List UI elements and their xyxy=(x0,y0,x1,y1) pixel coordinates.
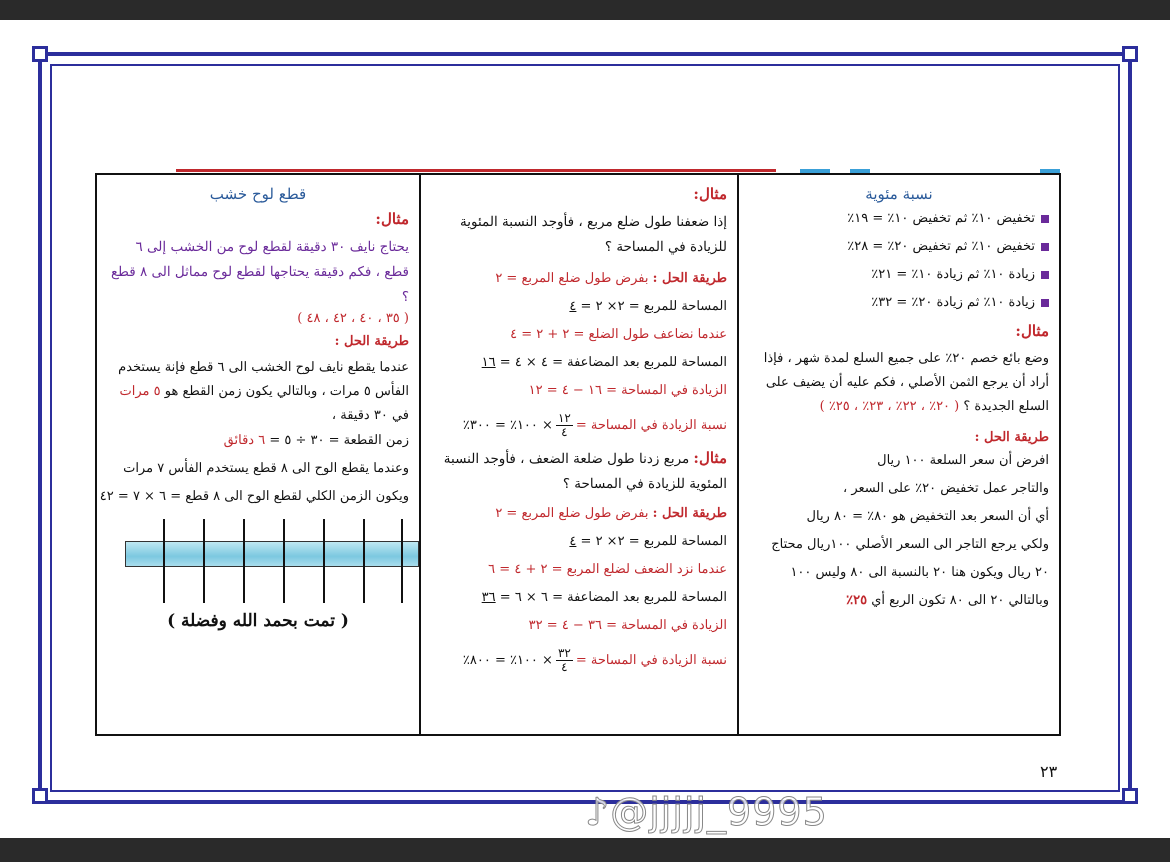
wood-board-diagram xyxy=(107,519,409,609)
content-table xyxy=(95,173,1061,736)
solution-step: عندما يقطع نايف لوح الخشب الى ٦ قطع فإنة يستخدم الفأس ٥ مرات ، وبالتالي يكون زمن القطع هو ٥ مرات في ٣٠ دقيقة ، xyxy=(118,359,409,423)
corner-ornament xyxy=(1122,788,1138,804)
solution-label: طريقة الحل : xyxy=(974,430,1049,446)
problem-text: مربع زدنا طول ضلعة الضعف ، فأوجد النسبة المئوية للزيادة في المساحة ؟ xyxy=(443,451,727,493)
solution-step: عندما نزد الضعف لضلع المربع = ٢ + ٤ = ٦ xyxy=(488,562,727,578)
problem-text: إذا ضعفنا طول ضلع مربع ، فأوجد النسبة المئوية للزيادة في المساحة ؟ xyxy=(460,214,727,255)
corner-ornament xyxy=(1122,46,1138,62)
problem-text: وضع بائع خصم ٢٠٪ على جميع السلع لمدة شهر ، فإذا أراد أن يرجع الثمن الأصلي ، فكم عليه أن يضيف على السلع الجديدة ؟ ( ٢٠٪ ، ٢٢٪ ، ٢٣٪ ، ٢٥٪ ) xyxy=(763,351,1049,415)
answer-choices: ( ٢٠٪ ، ٢٢٪ ، ٢٣٪ ، ٢٥٪ ) xyxy=(819,399,960,415)
cut-line xyxy=(203,519,205,603)
solution-step: المساحة للمربع = ٢× ٢ = ٤ xyxy=(569,298,727,314)
solution-step: والتاجر عمل تخفيض ٢٠٪ على السعر ، xyxy=(843,481,1049,497)
solution-step: الزيادة في المساحة = ١٦ − ٤ = ١٢ xyxy=(528,382,727,398)
watermark: ♪@jjjjj_9995 xyxy=(585,790,828,834)
solution-step: ويكون الزمن الكلي لقطع الوح الى ٨ قطع = ٦ × ٧ = ٤٢ xyxy=(99,489,409,505)
solution-step: افرض أن سعر السلعة ١٠٠ ريال xyxy=(877,453,1049,469)
solution-step: عندما نضاعف طول الضلع = ٢ + ٢ = ٤ xyxy=(510,326,727,342)
solution-step: ٢٠ ريال ويكون هنا ٢٠ بالنسبة الى ٨٠ وليس ١٠٠ xyxy=(790,565,1049,581)
final-answer: ٢٥٪ xyxy=(846,593,868,609)
bullet-square-icon xyxy=(1041,243,1049,251)
solution-step: طريقة الحل : بفرض طول ضلع المربع = ٢ xyxy=(495,270,727,286)
solution-step: المساحة للمربع بعد المضاعفة = ٤ × ٤ = ١٦ xyxy=(481,354,727,370)
solution-step: وبالتالي ٢٠ الى ٨٠ تكون الربع أي ٢٥٪ xyxy=(846,593,1049,609)
percentage-result: نسبة الزيادة في المساحة = $\frac{٣٢}{٤}$ × ١٠٠٪ = ٨٠٠٪ xyxy=(462,646,727,675)
fraction: $\frac{١٢}{٤}$ xyxy=(557,410,571,440)
fraction: $\frac{٣٢}{٤}$ xyxy=(557,646,571,675)
bullet-square-icon xyxy=(1041,271,1049,279)
corner-ornament xyxy=(32,788,48,804)
answer-choices: ( ٣٥ ، ٤٠ ، ٤٢ ، ٤٨ ) xyxy=(297,310,409,326)
column-percentage xyxy=(739,175,1059,734)
wood-board xyxy=(125,541,419,567)
column-square-area xyxy=(421,175,739,734)
solution-step: أي أن السعر بعد التخفيض هو ٨٠٪ = ٨٠ ريال xyxy=(806,509,1049,525)
rule-item: زيادة ١٠٪ ثم زيادة ٢٠٪ = ٣٢٪ xyxy=(749,296,1049,309)
cut-line xyxy=(243,519,245,603)
solution-step: زمن القطعة = ٣٠ ÷ ٥ = ٦ دقائق xyxy=(223,433,409,449)
example-label: مثال: xyxy=(693,185,727,203)
example-label: مثال: xyxy=(1015,322,1049,340)
example-label: مثال: xyxy=(693,449,727,468)
column-title: نسبة مئوية xyxy=(865,185,933,203)
page-number: ٢٣ xyxy=(1040,762,1058,781)
page-sheet xyxy=(0,20,1170,838)
rule-item: زيادة ١٠٪ ثم زيادة ١٠٪ = ٢١٪ xyxy=(749,268,1049,281)
solution-step: ولكي يرجع التاجر الى السعر الأصلي ١٠٠ريال محتاج xyxy=(771,537,1049,553)
solution-step: وعندما يقطع الوح الى ٨ قطع يستخدم الفأس ٧ مرات xyxy=(123,461,409,477)
cut-line xyxy=(401,519,403,603)
solution-step: طريقة الحل : بفرض طول ضلع المربع = ٢ xyxy=(495,506,727,522)
cut-line xyxy=(163,519,165,603)
column-wood-cutting xyxy=(97,175,421,734)
bullet-square-icon xyxy=(1041,215,1049,223)
rule-item: تخفيض ١٠٪ ثم تخفيض ٢٠٪ = ٢٨٪ xyxy=(749,240,1049,253)
solution-step: الزيادة في المساحة = ٣٦ − ٤ = ٣٢ xyxy=(528,618,727,634)
rule-item: تخفيض ١٠٪ ثم تخفيض ١٠٪ = ١٩٪ xyxy=(749,212,1049,225)
bullet-square-icon xyxy=(1041,299,1049,307)
cut-line xyxy=(363,519,365,603)
example-label: مثال: xyxy=(375,210,409,228)
solution-label: طريقة الحل : xyxy=(334,333,409,349)
header-divider xyxy=(176,169,776,172)
corner-ornament xyxy=(32,46,48,62)
solution-step: المساحة للمربع بعد المضاعفة = ٦ × ٦ = ٣٦ xyxy=(481,590,727,606)
percentage-result: نسبة الزيادة في المساحة = $\frac{١٢}{٤}$ × ١٠٠٪ = ٣٠٠٪ xyxy=(462,410,727,440)
cut-line xyxy=(323,519,325,603)
cut-line xyxy=(283,519,285,603)
problem-text: يحتاج نايف ٣٠ دقيقة لقطع لوح من الخشب إلى ٦ قطع ، فكم دقيقة يحتاجها لقطع لوح مماثل الى ٨ قطع ؟ xyxy=(110,239,409,305)
solution-step: المساحة للمربع = ٢× ٢ = ٤ xyxy=(569,534,727,550)
closing-text: ( تمت بحمد الله وفضلة ) xyxy=(167,611,349,632)
column-title: قطع لوح خشب xyxy=(209,185,307,203)
